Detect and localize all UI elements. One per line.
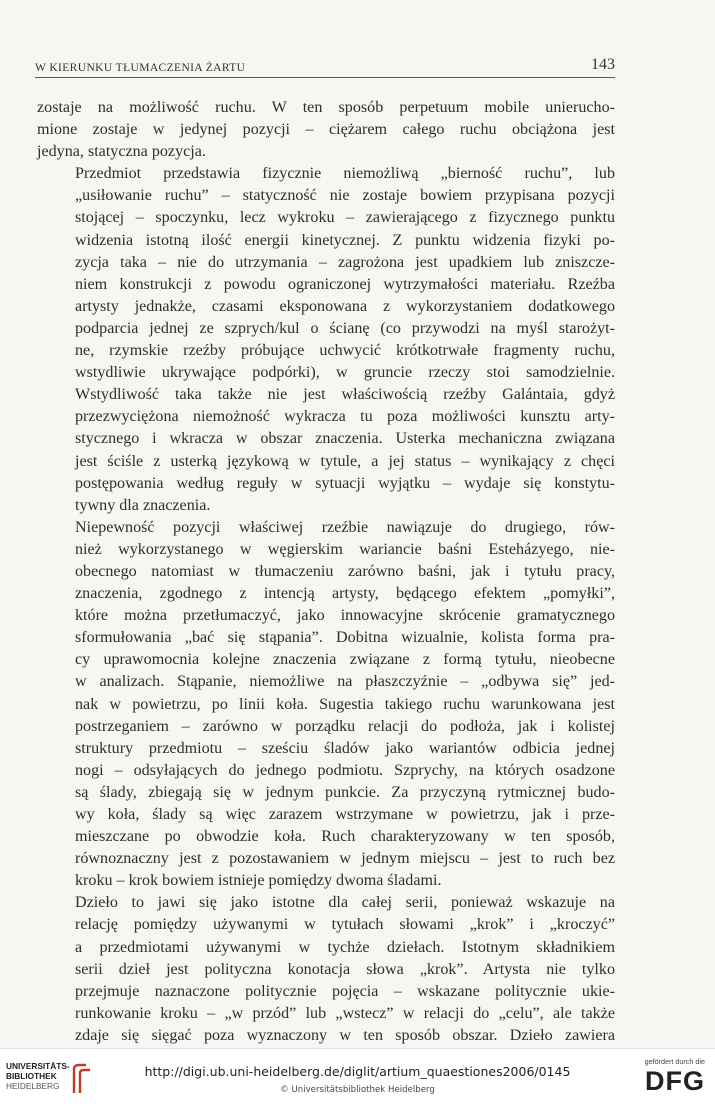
text-line: ne, rzymskie rzeźby próbujące uchwycić krótkotrwałe fragmenty ruchu, [75, 342, 615, 360]
text-line: sformułowania „bać się stąpania”. Dobitna wizualnie, kolista forma pra- [75, 629, 615, 647]
library-name-line-1: UNIVERSITÄTS- [6, 1061, 70, 1071]
text-line: runkowanie kroku – „w przód” lub „wstecz” w relacji do „celu”, ale także [75, 1004, 615, 1022]
text-line: Przedmiot przedstawia fizycznie niemożliwą „bierność ruchu”, lub [75, 165, 615, 183]
text-line: Niepewność pozycji właściwej rzeźbie nawiązuje do drugiego, rów- [75, 518, 615, 536]
text-line: widzenia istotną ilość energii kinetycznej. Z punktu widzenia fizyki po- [75, 231, 615, 249]
text-line: a przedmiotami używanymi w tychże dziełach. Istotnym składnikiem [75, 938, 615, 956]
text-line: tywny dla znaczenia. [75, 496, 211, 514]
text-line: podparcia jednej ze szprych/kul o ścianę (co przywodzi na myśl starożyt- [75, 319, 615, 337]
dfg-funding-note: gefördert durch die [644, 1057, 705, 1066]
library-name-line-2: BIBLIOTHEK [6, 1071, 57, 1081]
page-number: 143 [591, 56, 615, 73]
text-line: serii dzieł jest polityczna konotacja słowa „krok”. Artysta nie tylko [75, 960, 615, 978]
running-title: W KIERUNKU TŁUMACZENIA ŻARTU [35, 62, 246, 74]
running-header [35, 56, 615, 78]
source-url-link[interactable]: http://digi.ub.uni-heidelberg.de/diglit/artium_quaestiones2006/0145 [144, 1064, 571, 1079]
text-line: nogi – odsyłających do jednego podmiotu. Szprychy, na których osadzone [75, 761, 615, 779]
text-line: relację pomiędzy używanymi w tytułach słowami „krok” i „kroczyć” [75, 916, 615, 934]
paragraph-2 [37, 163, 615, 517]
text-line: stojącej – spoczynku, lecz wykroku – zawierającego z fizycznego punktu [75, 209, 615, 227]
text-line: stycznego i wkracza w obszar znaczenia. Usterka mechaniczna związana [75, 430, 615, 448]
text-line: zostaje na możliwość ruchu. W ten sposób perpetuum mobile unierucho- [37, 99, 615, 116]
text-line: mione zostaje w jedynej pozycji – ciężarem całego ruchu obciążona jest [37, 121, 615, 139]
text-line: w analizach. Stąpanie, niemożliwe na płaszczyźnie – „odbywa się” jed- [75, 673, 615, 691]
text-line: struktury przedmiotu – sześciu śladów jako wariantów odbicia jednej [75, 739, 615, 757]
text-line: wy koła, ślady są więc zarazem wstrzymane w powietrzu, jak i prze- [75, 806, 615, 823]
paragraph-4 [37, 892, 615, 1047]
text-line: jedyna, statyczna pozycja. [37, 143, 206, 161]
text-line: które można przetłumaczyć, jako innowacyjne skrócenie gramatycznego [75, 607, 615, 625]
text-line: zycja taka – nie do utrzymania – zagrożona jest upadkiem lub zniszcze- [75, 253, 615, 271]
text-line: artysty jednakże, czasami eksponowana z wykorzystaniem dodatkowego [75, 297, 615, 315]
paragraph-3 [37, 517, 615, 893]
text-line: niem konstrukcji z powodu ograniczonej wytrzymałości materiału. Rzeźba [75, 275, 615, 293]
text-line: mieszczane po obwodzie koła. Ruch charakteryzowany w ten sposób, [75, 828, 615, 846]
text-line: jest ściśle z usterką językową w tytule, a jej status – wynikający z chęci [75, 452, 615, 470]
text-line: wstydliwie ukrywające podpórki), w gruncie rzeczy stoi samodzielnie. [75, 364, 615, 382]
dfg-wordmark: DFG [645, 1066, 705, 1096]
text-line: Dzieło to jawi się jako istotne dla całej serii, ponieważ wskazuje na [75, 894, 615, 912]
text-line: postrzeganiem – zarówno w porządku relacji do podłoża, jak i kolistej [75, 717, 615, 735]
text-line: zdaje się sięgać poza wyznaczony w ten sposób obszar. Dzieło zawiera [75, 1026, 615, 1044]
dfg-logo[interactable] [625, 1057, 705, 1101]
paragraph-1 [37, 97, 615, 163]
text-line: są ślady, zbiegają się w jednym punkcie. Za przyczyną rytmicznej budo- [75, 783, 615, 801]
text-line: kroku – krok bowiem istnieje pomiędzy dwoma śladami. [75, 872, 442, 890]
text-line: równoznaczny jest z pozostawaniem w jednym miejscu – jest to ruch bez [75, 850, 615, 868]
text-line: nież wykorzystanego w węgierskim wariancie baśni Esteházyego, nie- [75, 540, 615, 558]
text-line: postępowania według reguły w sytuacji wyjątku – wydaje się konstytu- [75, 474, 615, 492]
text-line: „usiłowanie ruchu” – statyczność nie zostaje bowiem przypisana pozycji [75, 187, 615, 205]
text-line: obecnego natomiast w tłumaczeniu zarówno baśni, jak i tytułu pracy, [75, 562, 615, 580]
copyright-notice: © Universitätsbibliothek Heidelberg [280, 1085, 435, 1095]
library-name-line-3: HEIDELBERG [6, 1081, 60, 1091]
footer-bar [0, 1048, 715, 1106]
body-text [37, 97, 615, 1047]
text-line: przejmuje naznaczone politycznie pojęcia – wskazane politycznie ukie- [75, 982, 615, 1000]
text-line: znaczenia, zgodnego z intencją artysty, będącego efektem „pomyłki”, [75, 585, 615, 603]
text-line: Wstydliwość taka także nie jest właściwością rzeźby Galántaia, gdyż [75, 386, 615, 404]
text-line: przezwyciężona niemożność wykracza tu poza możliwości kunsztu arty- [75, 408, 615, 426]
text-line: cy uprawomocnia kolejne znaczenia związane z formą tytułu, nieobecne [75, 651, 615, 669]
text-line: nak w powietrzu, po linii koła. Sugestia takiego ruchu warunkowana jest [75, 695, 615, 713]
